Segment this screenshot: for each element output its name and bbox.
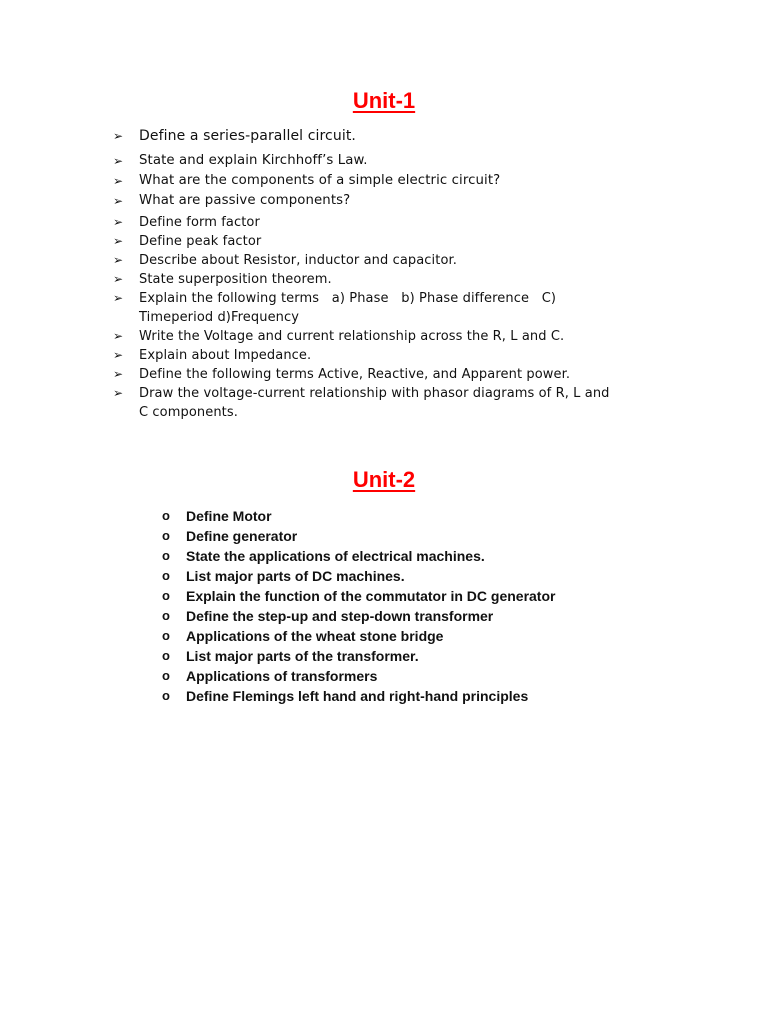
question-text: Applications of the wheat stone bridge — [186, 628, 444, 644]
list-item — [160, 686, 610, 706]
hollow-circle-bullet-icon: o — [162, 648, 170, 663]
hollow-circle-bullet-icon: o — [162, 668, 170, 683]
hollow-circle-bullet-icon: o — [162, 508, 170, 523]
list-item — [113, 384, 613, 422]
arrowhead-bullet-icon: ➢ — [113, 291, 124, 305]
list-item — [160, 526, 610, 546]
question-text: Explain about Impedance. — [139, 348, 312, 363]
question-text: Applications of transformers — [186, 668, 378, 684]
arrowhead-bullet-icon: ➢ — [113, 215, 124, 229]
question-text: Define Flemings left hand and right-hand principles — [186, 688, 529, 704]
question-text: Write the Voltage and current relationship across the R, L and C. — [139, 329, 565, 344]
hollow-circle-bullet-icon: o — [162, 688, 170, 703]
list-item — [113, 365, 613, 384]
list-item — [160, 546, 610, 566]
question-text: Define the step-up and step-down transformer — [186, 608, 494, 624]
unit-1-heading: Unit-1 — [352, 88, 416, 113]
question-text: Define the following terms Active, Reactive, and Apparent power. — [139, 367, 571, 382]
list-item — [113, 232, 613, 251]
question-text: State superposition theorem. — [139, 272, 332, 287]
question-text: State and explain Kirchhoff’s Law. — [139, 153, 368, 168]
arrowhead-bullet-icon: ➢ — [113, 253, 124, 267]
arrowhead-bullet-icon: ➢ — [113, 367, 124, 381]
question-text: Describe about Resistor, inductor and capacitor. — [139, 253, 458, 268]
arrowhead-bullet-icon: ➢ — [113, 386, 124, 400]
list-item — [113, 171, 613, 191]
question-text: Define Motor — [186, 508, 272, 524]
arrowhead-bullet-icon: ➢ — [113, 174, 124, 188]
hollow-circle-bullet-icon: o — [162, 568, 170, 583]
question-text: Explain the following terms a) Phase b) Phase difference C) Timeperiod d)Frequency — [139, 291, 561, 325]
list-item — [160, 626, 610, 646]
question-text: List major parts of DC machines. — [186, 568, 405, 584]
list-item — [113, 191, 613, 211]
list-item — [113, 251, 613, 270]
list-item — [113, 125, 613, 147]
list-item — [113, 327, 613, 346]
question-text: Define generator — [186, 528, 298, 544]
list-item — [113, 213, 613, 232]
question-text: What are the components of a simple electric circuit? — [139, 173, 501, 188]
list-item — [160, 586, 610, 606]
hollow-circle-bullet-icon: o — [162, 628, 170, 643]
question-text: What are passive components? — [139, 193, 351, 208]
list-item — [160, 606, 610, 626]
hollow-circle-bullet-icon: o — [162, 588, 170, 603]
question-text: Draw the voltage-current relationship with phasor diagrams of R, L and C components. — [139, 386, 610, 420]
hollow-circle-bullet-icon: o — [162, 528, 170, 543]
question-text: List major parts of the transformer. — [186, 648, 419, 664]
list-item — [160, 506, 610, 526]
unit-2-heading: Unit-2 — [352, 467, 416, 492]
list-item — [160, 566, 610, 586]
list-item — [113, 151, 613, 171]
arrowhead-bullet-icon: ➢ — [113, 234, 124, 248]
list-item — [160, 666, 610, 686]
arrowhead-bullet-icon: ➢ — [113, 194, 124, 208]
list-item — [160, 646, 610, 666]
list-item — [113, 346, 613, 365]
question-text: Explain the function of the commutator in DC generator — [186, 588, 556, 604]
arrowhead-bullet-icon: ➢ — [113, 272, 124, 286]
hollow-circle-bullet-icon: o — [162, 548, 170, 563]
arrowhead-bullet-icon: ➢ — [113, 348, 124, 362]
arrowhead-bullet-icon: ➢ — [113, 129, 124, 143]
question-text: Define form factor — [139, 215, 260, 230]
question-text: Define peak factor — [139, 234, 262, 249]
question-text: State the applications of electrical machines. — [186, 548, 485, 564]
question-text: Define a series-parallel circuit. — [139, 128, 356, 144]
unit-2-question-list — [160, 506, 610, 706]
list-item — [113, 289, 613, 327]
list-item — [113, 270, 613, 289]
arrowhead-bullet-icon: ➢ — [113, 154, 124, 168]
arrowhead-bullet-icon: ➢ — [113, 329, 124, 343]
unit-1-question-list — [113, 125, 613, 422]
hollow-circle-bullet-icon: o — [162, 608, 170, 623]
